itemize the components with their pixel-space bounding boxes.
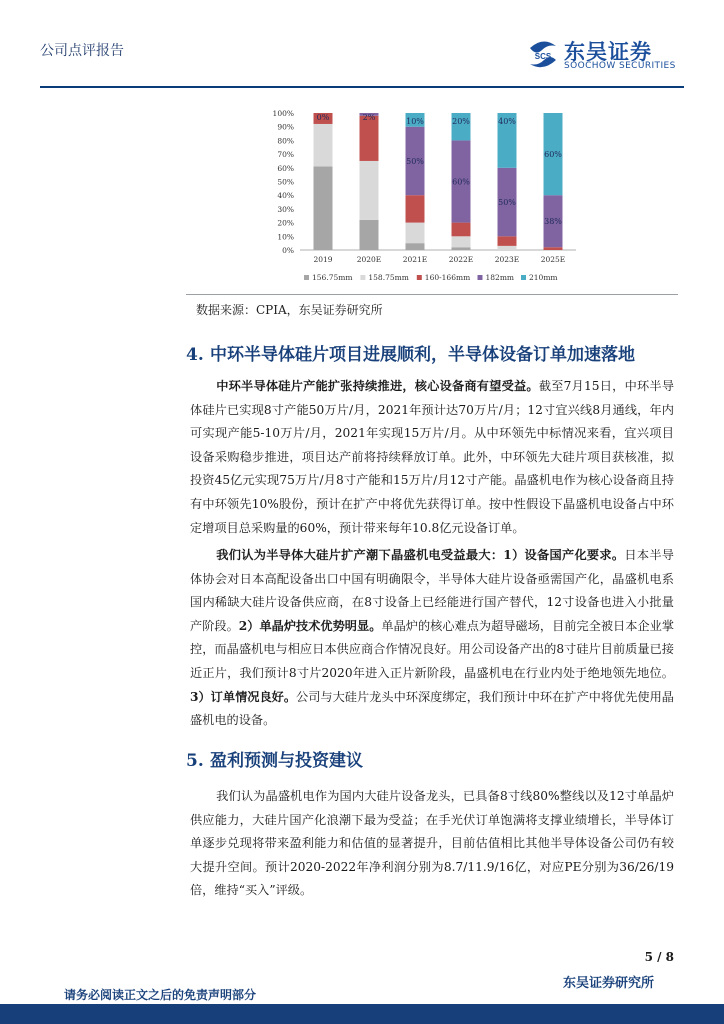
logo-mark-text: SCS [534, 52, 552, 61]
data-label: 38% [544, 217, 562, 227]
y-tick-label: 80% [277, 136, 294, 146]
bar-segment [452, 236, 471, 247]
report-type: 公司点评报告 [40, 43, 124, 59]
legend-label: 158.75mm [368, 273, 409, 282]
section4-p2-point3: 3）订单情况良好。 [190, 689, 297, 704]
legend-label: 156.75mm [312, 273, 353, 282]
data-label: 50% [498, 198, 516, 208]
page-number: 5 / 8 [644, 950, 674, 964]
section4-p1-body: 截至7月15日，中环半导体硅片已实现8寸产能50万片/月，2021年预计达70万片/月；12寸宜兴线8月通线，年内可实现产能5-10万片/月，2021年实现15万片/月。从中环领先中标情况来看，宜兴项目设备采购稳步推进，项目达产前将持续释放订单。此外，中环领先大硅片项目获核准，拟投资45亿元实现75万片/月8寸产能和15万片/月12寸产能。晶盛机电作为核心设备商且持有中环领先10%股份，预计在扩产中将优先获得订单。按中性假设下晶盛机电设备占中环定增项目总采购量的60%，预计带来每年10.8亿元设备订单。 [190, 379, 675, 535]
legend-swatch [478, 275, 483, 280]
y-tick-label: 100% [272, 109, 294, 118]
x-tick-label: 2020E [356, 255, 382, 264]
bar-segment [498, 236, 517, 246]
bar-segment [406, 195, 425, 222]
chart-svg [264, 104, 584, 294]
legend-swatch [304, 275, 309, 280]
section4-p2-body3: 公司与大硅片龙头中环深度绑定，我们预计中环在扩产中将优先使用晶盛机电的设备。 [190, 689, 674, 728]
legend-swatch [417, 275, 422, 280]
data-label: 2% [362, 113, 376, 122]
section4-number: 4. [186, 345, 204, 365]
data-label: 0% [316, 113, 330, 122]
section4-p2-point2: 2）单晶炉技术优势明显。 [238, 618, 382, 633]
y-tick-label: 10% [277, 232, 294, 242]
bar-segment [544, 247, 563, 250]
bar-segment [314, 124, 333, 166]
logo-en: SOOCHOW SECURITIES [564, 61, 676, 71]
section5-number: 5. [186, 751, 204, 771]
section4-paragraph1 [190, 375, 674, 540]
data-label: 10% [406, 117, 424, 126]
source-note: 数据来源：CPIA，东吴证券研究所 [196, 303, 383, 317]
bar-segment [314, 166, 333, 250]
y-tick-label: 50% [277, 177, 294, 187]
data-label: 20% [452, 117, 470, 126]
x-tick-label: 2022E [448, 255, 474, 264]
section4-p2-body1: 日本半导体协会对日本高配设备出口中国有明确限令，半导体大硅片设备亟需国产化，晶盛机电系国内稀缺大硅片设备供应商，在8寸设备上已经能进行国产替代，12寸设备也进入小批量产阶段。 [190, 548, 674, 633]
bar-segment [360, 220, 379, 250]
data-label: 60% [544, 150, 562, 160]
legend-label: 160-166mm [424, 273, 471, 282]
bar-segment [406, 223, 425, 244]
bar-segment [360, 116, 379, 161]
section5-p1-body: 我们认为晶盛机电作为国内大硅片设备龙头，已具备8寸线80%整线以及12寸单晶炉供应能力，大硅片国产化浪潮下最为受益；在手光伏订单饱满将支撑业绩增长，半导体订单逐步兑现将带来盈利能力和估值的显著提升，目前估值相比其他半导体设备公司仍有较大提升空间。预计2020-2022年净利润分别为8.7/11.9/16亿，对应PE分别为36/26/19倍，维持“买入”评级。 [190, 789, 674, 898]
logo-cn: 东吴证券 [564, 40, 652, 64]
legend-label: 182mm [485, 273, 515, 282]
footer-institute: 东吴证券研究所 [562, 976, 654, 991]
x-tick-label: 2019 [313, 255, 333, 264]
x-tick-label: 2025E [540, 255, 566, 264]
logo [526, 38, 686, 72]
logo-mark-icon [526, 38, 560, 72]
y-tick-label: 40% [277, 191, 294, 201]
legend-swatch [521, 275, 526, 280]
data-label: 60% [452, 177, 470, 187]
y-tick-label: 30% [277, 204, 294, 214]
data-label: 50% [406, 156, 424, 166]
y-tick-label: 20% [277, 218, 294, 228]
source-divider [186, 294, 678, 295]
data-label: 40% [498, 117, 516, 126]
header-divider [40, 86, 684, 88]
bar-segment [452, 223, 471, 237]
section4-title: 中环半导体硅片项目进展顺利，半导体设备订单加速落地 [210, 345, 635, 365]
x-tick-label: 2023E [494, 255, 520, 264]
y-tick-label: 90% [277, 122, 294, 132]
y-tick-label: 70% [277, 150, 294, 160]
legend-label: 210mm [529, 273, 558, 282]
footer-disclaimer: 请务必阅读正文之后的免责声明部分 [64, 988, 257, 1002]
section4-heading [186, 340, 635, 365]
bar-segment [406, 243, 425, 250]
wafer-size-share-chart [264, 104, 584, 294]
section4-p2-body2: 单晶炉的核心难点为超导磁场，目前完全被日本企业掌控，而晶盛机电与相应日本供应商合作情况良好。用公司设备产出的8寸硅片目前质量已接近正片，我们预计8寸片2020年进入正片新阶段，晶盛机电在行业内处于绝地领先地位。 [190, 618, 675, 680]
bar-segment [452, 247, 471, 250]
bar-segment [360, 161, 379, 220]
footer-bar [0, 1004, 724, 1024]
section4-paragraph2 [190, 544, 674, 733]
section4-p1-lead: 中环半导体硅片产能扩张持续推进，核心设备商有望受益。 [216, 379, 539, 393]
section5-heading [186, 746, 363, 771]
section5-title: 盈利预测与投资建议 [210, 751, 363, 771]
y-tick-label: 60% [277, 163, 294, 173]
section4-p2-lead: 我们认为半导体大硅片扩产潮下晶盛机电受益最大：1）设备国产化要求。 [216, 548, 625, 562]
section5-paragraph1 [190, 785, 674, 903]
legend-swatch [360, 275, 365, 280]
x-tick-label: 2021E [402, 255, 428, 264]
bar-segment [498, 246, 517, 250]
y-tick-label: 0% [282, 246, 294, 255]
